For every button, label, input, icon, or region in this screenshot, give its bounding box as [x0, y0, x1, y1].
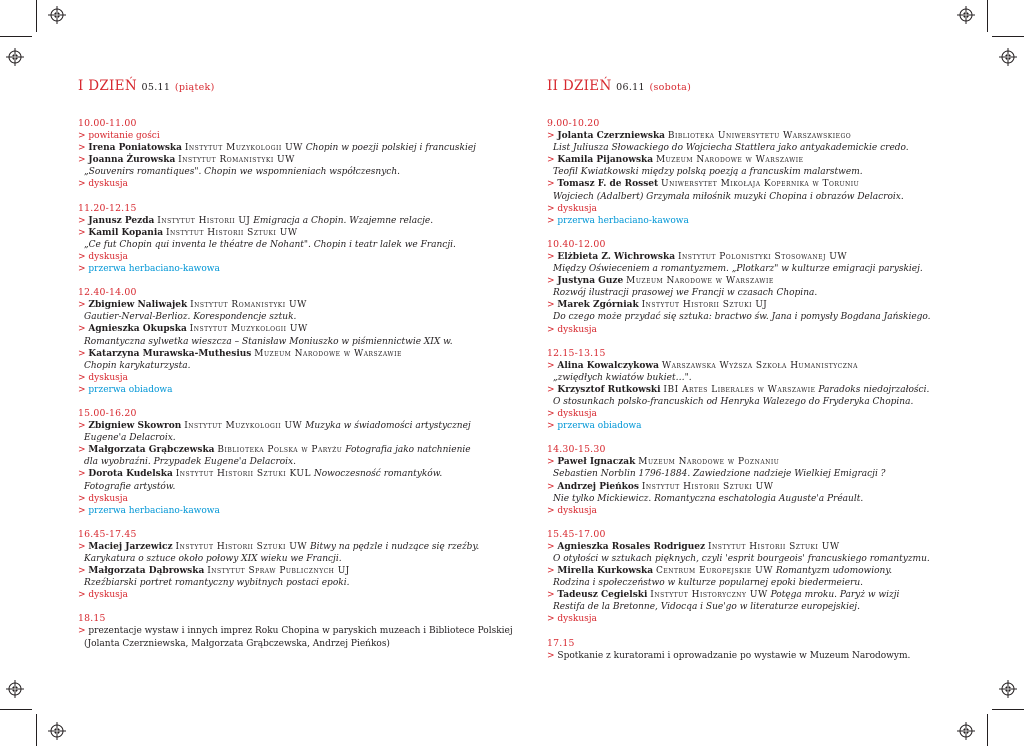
- chevron-icon: >: [547, 409, 558, 420]
- institution: Instytut Historii Sztuki UW: [175, 541, 308, 552]
- discussion-label: dyskusja: [557, 409, 597, 420]
- chevron-icon: >: [78, 421, 89, 432]
- talk-title-continued: Między Oświeceniem a romantyzmem. „Plotkarz" w kulturze emigracji paryskiej.: [553, 264, 923, 275]
- break-label: przerwa herbaciano-kawowa: [557, 215, 689, 226]
- talk-title-continued: Karykatura o sztuce około połowy XIX wieku we Francji.: [84, 554, 342, 564]
- speaker-name: Małgorzata Dąbrowska: [88, 566, 205, 577]
- talk-title: Muzyka w świadomości artystycznej: [305, 421, 471, 432]
- talk-title-continued: Romantyczna sylwetka wieszcza – Stanisław Moniuszko w piśmiennictwie XIX w.: [84, 336, 453, 347]
- chevron-icon: >: [78, 227, 89, 238]
- talk-line: [547, 456, 967, 468]
- chevron-icon: >: [78, 251, 89, 262]
- registration-mark-icon: [957, 6, 975, 24]
- chevron-icon: >: [78, 541, 89, 552]
- talk-line: [547, 541, 967, 553]
- institution: IBI Artes Liberales w Warszawie: [663, 384, 816, 395]
- speaker-name: Dorota Kudelska: [88, 469, 173, 480]
- institution: Instytut Spraw Publicznych UJ: [207, 566, 350, 577]
- institution: Instytut Historii UJ: [157, 215, 251, 226]
- talk-line: [78, 323, 478, 335]
- talk-title-continued: „Ce fut Chopin qui inventa le théatre de Nohant". Chopin i teatr lalek we Francji.: [84, 239, 456, 250]
- institution: Warszawska Wyższa Szkoła Humanistyczna: [661, 360, 859, 371]
- chevron-icon: >: [78, 493, 89, 504]
- chevron-icon: >: [78, 445, 89, 456]
- chevron-icon: >: [547, 131, 558, 142]
- session-time: 15.00-16.20: [78, 407, 137, 419]
- day-two-weekday: (sobota): [649, 82, 692, 93]
- speaker-name: Zbigniew Naliwajek: [88, 300, 188, 311]
- session-time: 14.30-15.30: [547, 444, 606, 456]
- talk-line: [547, 275, 967, 287]
- institution: Instytut Historii Sztuki UW: [641, 481, 774, 492]
- chevron-icon: >: [78, 155, 89, 166]
- institution: Instytut Muzykologii UW: [184, 143, 303, 154]
- talk-title: Nowoczesność romantyków.: [313, 469, 443, 480]
- institution: Instytut Romanistyki UW: [178, 155, 295, 166]
- chevron-icon: >: [78, 384, 89, 395]
- institution: Instytut Polonistyki Stosowanej UW: [677, 251, 848, 262]
- session-time: 15.45-17.00: [547, 528, 606, 540]
- speaker-name: Krzysztof Rutkowski: [557, 384, 661, 395]
- discussion-label: dyskusja: [88, 251, 128, 262]
- speaker-name: Kamila Pijanowska: [557, 155, 654, 166]
- event-line: [78, 178, 478, 190]
- speaker-name: Agnieszka Rosales Rodriguez: [557, 541, 706, 552]
- institution: Muzeum Narodowe w Poznaniu: [638, 457, 780, 468]
- event-line: [547, 505, 967, 517]
- speaker-name: Małgorzata Grąbczewska: [88, 445, 215, 456]
- chevron-icon: >: [78, 626, 89, 637]
- speaker-name: Joanna Żurowska: [88, 155, 176, 166]
- discussion-label: dyskusja: [557, 324, 597, 335]
- session-time: 16.45-17.45: [78, 528, 137, 540]
- institution: Biblioteka Uniwersytetu Warszawskiego: [667, 131, 852, 142]
- event-line: [78, 589, 478, 601]
- event-line: [78, 384, 478, 396]
- day-two-date: 06.11: [616, 82, 645, 93]
- speaker-name: Zbigniew Skowron: [88, 421, 182, 432]
- registration-mark-icon: [48, 6, 66, 24]
- speaker-name: Tadeusz Cegielski: [557, 590, 648, 601]
- institution: Instytut Historyczny UW: [650, 590, 768, 601]
- day-one-weekday: (piątek): [174, 82, 215, 93]
- talk-title-continued: Restifa de la Bretonne, Vidocqa i Sue'go w literaturze europejskiej.: [553, 602, 860, 613]
- event-line: [78, 372, 478, 384]
- session-block: [547, 638, 967, 662]
- day-one-date: 05.11: [141, 82, 171, 93]
- registration-mark-icon: [999, 680, 1017, 698]
- talk-title-continued: Chopin karykaturzysta.: [84, 360, 191, 371]
- speaker-name: Katarzyna Murawska-Muthesius: [88, 348, 252, 359]
- session-block: [547, 239, 967, 336]
- session-block: [547, 118, 967, 227]
- session-time: 17.15: [547, 637, 575, 649]
- talk-title-continued: „Souvenirs romantiques". Chopin we wspomnieniach współczesnych.: [84, 167, 400, 178]
- talk-title-continued: O otyłości w sztukach pięknych, czyli 'esprit bourgeois' francuskiego romantyzmu.: [553, 554, 930, 564]
- speaker-name: Mirella Kurkowska: [557, 566, 654, 577]
- speaker-name: Janusz Pezda: [88, 215, 155, 226]
- talk-title-continued: Rzeźbiarski portret romantyczny wybitnych postaci epoki.: [84, 578, 350, 589]
- talk-line: [547, 360, 967, 372]
- chevron-icon: >: [78, 324, 89, 335]
- talk-title: Fotografia jako natchnienie: [345, 445, 471, 456]
- chevron-icon: >: [547, 384, 558, 395]
- talk-title: Chopin w poezji polskiej i francuskiej: [305, 143, 476, 154]
- event-line: [78, 130, 478, 142]
- chevron-icon: >: [78, 215, 89, 226]
- session-block: [78, 287, 478, 396]
- chevron-icon: >: [78, 300, 89, 311]
- chevron-icon: >: [547, 566, 558, 577]
- talk-title-continued: Gautier-Nerval-Berlioz. Korespondencje sztuk.: [84, 312, 297, 323]
- talk-title: Potęga mroku. Paryż w wizji: [770, 590, 900, 601]
- chevron-icon: >: [78, 505, 89, 516]
- session-time: 10.40-12.00: [547, 238, 606, 250]
- speaker-name: Elżbieta Z. Wichrowska: [557, 251, 676, 262]
- event-line: [547, 324, 967, 336]
- break-label: przerwa herbaciano-kawowa: [88, 264, 220, 275]
- speaker-name: Andrzej Pieńkos: [557, 481, 639, 492]
- talk-title-continued: Teofil Kwiatkowski między polską poezją a francuskim malarstwem.: [553, 167, 863, 178]
- day-two-sessions: [547, 118, 967, 674]
- chevron-icon: >: [547, 324, 558, 335]
- talk-line: [547, 154, 967, 166]
- chevron-icon: >: [78, 264, 89, 275]
- discussion-label: powitanie gości: [88, 131, 160, 142]
- chevron-icon: >: [547, 360, 558, 371]
- registration-mark-icon: [999, 48, 1017, 66]
- discussion-label: dyskusja: [557, 614, 597, 625]
- event-line: [547, 650, 967, 662]
- discussion-label: dyskusja: [88, 590, 128, 601]
- talk-title-continued: Rodzina i społeczeństwo w kulturze popularnej epoki biedermeieru.: [553, 578, 863, 589]
- event-continued: (Jolanta Czerzniewska, Małgorzata Grąbczewska, Andrzej Pieńkos): [84, 638, 390, 649]
- talk-title-continued: List Juliusza Słowackiego do Wojciecha Stattlera jako antyakademickie credo.: [553, 143, 909, 154]
- institution: Instytut Historii Sztuki KUL: [175, 469, 311, 480]
- institution: Instytut Muzykologii UW: [184, 421, 303, 432]
- talk-title-continued: Nie tylko Mickiewicz. Romantyczna eschatologia Auguste'a Préault.: [553, 493, 864, 504]
- session-time: 9.00-10.20: [547, 118, 600, 129]
- talk-line: [547, 384, 967, 396]
- chevron-icon: >: [547, 215, 558, 226]
- registration-mark-icon: [6, 48, 24, 66]
- registration-mark-icon: [48, 722, 66, 740]
- institution: Muzeum Narodowe w Warszawie: [254, 348, 402, 359]
- session-block: [78, 203, 478, 276]
- day-one-heading: [78, 78, 215, 94]
- speaker-name: Paweł Ignaczak: [557, 457, 636, 468]
- event-line: [78, 505, 478, 517]
- institution: Biblioteka Polska w Paryżu: [217, 445, 343, 456]
- session-block: [78, 408, 478, 517]
- speaker-name: Irena Poniatowska: [88, 143, 182, 154]
- talk-line: [547, 130, 967, 142]
- institution: Instytut Historii Sztuki UW: [707, 541, 840, 552]
- chevron-icon: >: [547, 276, 558, 287]
- session-time: 12.40-14.00: [78, 287, 137, 299]
- chevron-icon: >: [547, 300, 558, 311]
- day-two-heading: [547, 78, 691, 94]
- event-line: [78, 263, 478, 275]
- talk-title-continued: Fotografie artystów.: [84, 481, 176, 492]
- institution: Muzeum Narodowe w Warszawie: [655, 155, 804, 166]
- registration-mark-icon: [6, 680, 24, 698]
- chevron-icon: >: [78, 372, 89, 383]
- talk-line: [78, 541, 478, 553]
- institution: Muzeum Narodowe w Warszawie: [626, 276, 774, 287]
- break-label: przerwa herbaciano-kawowa: [88, 505, 220, 516]
- chevron-icon: >: [547, 457, 558, 468]
- talk-line: [547, 589, 967, 601]
- talk-line: [78, 142, 478, 154]
- talk-line: [547, 178, 967, 190]
- talk-title-continued: Do czego może przydać się sztuka: bractwo św. Jana i pomysły Bogdana Jańskiego.: [553, 312, 931, 323]
- event-label: prezentacje wystaw i innych imprez Roku Chopina w paryskich muzeach i Bibliotece Polskiej: [88, 626, 513, 637]
- talk-title-continued: „zwiędłych kwiatów bukiet…".: [553, 372, 692, 383]
- talk-line: [78, 154, 478, 166]
- talk-title-continued: Eugene'a Delacroix.: [84, 433, 176, 444]
- session-time: 10.00-11.00: [78, 118, 137, 129]
- talk-title: Paradoks niedojrzałości.: [818, 384, 930, 395]
- event-line: [78, 625, 513, 637]
- event-line: [547, 203, 967, 215]
- session-block: [78, 118, 478, 191]
- session-block: [78, 613, 513, 649]
- discussion-label: dyskusja: [88, 179, 128, 190]
- day-one-sessions: [78, 118, 513, 662]
- chevron-icon: >: [547, 590, 558, 601]
- chevron-icon: >: [547, 481, 558, 492]
- talk-title-continued: Sebastien Norblin 1796-1884. Zawiedzione nadzieje Wielkiej Emigracji ?: [553, 469, 886, 480]
- speaker-name: Jolanta Czerzniewska: [557, 131, 666, 142]
- talk-title-continued: O stosunkach polsko-francuskich od Henryka Walezego do Fryderyka Chopina.: [553, 396, 914, 407]
- chevron-icon: >: [547, 421, 558, 432]
- discussion-label: dyskusja: [88, 372, 128, 383]
- talk-line: [547, 299, 967, 311]
- speaker-name: Alina Kowalczykowa: [557, 360, 659, 371]
- chevron-icon: >: [78, 469, 89, 480]
- talk-line: [78, 565, 478, 577]
- chevron-icon: >: [547, 155, 558, 166]
- institution: Centrum Europejskie UW: [655, 566, 773, 577]
- institution: Instytut Romanistyki UW: [190, 300, 307, 311]
- institution: Uniwersytet Mikołaja Kopernika w Toruniu: [661, 179, 860, 190]
- speaker-name: Kamil Kopania: [88, 227, 164, 238]
- chevron-icon: >: [78, 590, 89, 601]
- institution: Instytut Muzykologii UW: [189, 324, 308, 335]
- event-line: [547, 420, 967, 432]
- event-line: [78, 251, 478, 263]
- institution: Instytut Historii Sztuki UW: [165, 227, 298, 238]
- institution: Instytut Historii Sztuki UJ: [641, 300, 768, 311]
- session-time: 18.15: [78, 613, 106, 625]
- speaker-name: Tomasz F. de Rosset: [557, 179, 659, 190]
- talk-line: [547, 565, 967, 577]
- talk-line: [78, 227, 478, 239]
- day-two-title: II DZIEŃ: [547, 78, 612, 94]
- event-line: [547, 215, 967, 227]
- talk-line: [78, 299, 478, 311]
- break-label: przerwa obiadowa: [88, 384, 173, 395]
- speaker-name: Justyna Guze: [557, 276, 624, 287]
- talk-line: [547, 481, 967, 493]
- talk-title-continued: Wojciech (Adalbert) Grzymała miłośnik muzyki Chopina i obrazów Delacroix.: [553, 191, 904, 202]
- speaker-name: Maciej Jarzewicz: [88, 541, 173, 552]
- speaker-name: Agnieszka Okupska: [88, 324, 187, 335]
- session-time: 11.20-12.15: [78, 202, 137, 214]
- chevron-icon: >: [547, 179, 558, 190]
- discussion-label: dyskusja: [557, 203, 597, 214]
- chevron-icon: >: [547, 650, 558, 661]
- talk-line: [78, 348, 478, 360]
- chevron-icon: >: [547, 614, 558, 625]
- session-block: [78, 529, 478, 602]
- talk-title: Emigracja a Chopin. Wzajemne relacje.: [253, 215, 434, 226]
- chevron-icon: >: [547, 541, 558, 552]
- session-block: [547, 529, 967, 626]
- registration-mark-icon: [957, 722, 975, 740]
- talk-title-continued: Rozwój ilustracji prasowej we Francji w czasach Chopina.: [553, 288, 818, 299]
- discussion-label: dyskusja: [88, 493, 128, 504]
- day-one-title: I DZIEŃ: [78, 78, 137, 94]
- chevron-icon: >: [78, 566, 89, 577]
- talk-line: [78, 420, 478, 432]
- chevron-icon: >: [78, 179, 89, 190]
- chevron-icon: >: [78, 143, 89, 154]
- event-line: [78, 493, 478, 505]
- event-line: [547, 408, 967, 420]
- session-block: [547, 444, 967, 517]
- event-line: [547, 613, 967, 625]
- break-label: przerwa obiadowa: [557, 421, 642, 432]
- talk-title: Bitwy na pędzle i nudzące się rzeźby.: [310, 541, 480, 552]
- talk-line: [547, 251, 967, 263]
- talk-line: [78, 468, 478, 480]
- talk-title: Romantyzm udomowiony.: [775, 566, 893, 577]
- discussion-label: dyskusja: [557, 505, 597, 516]
- chevron-icon: >: [547, 203, 558, 214]
- talk-title-continued: dla wyobraźni. Przypadek Eugene'a Delacroix.: [84, 457, 296, 468]
- chevron-icon: >: [547, 251, 558, 262]
- chevron-icon: >: [78, 131, 89, 142]
- event-label: Spotkanie z kuratorami i oprowadzanie po wystawie w Muzeum Narodowym.: [557, 650, 911, 661]
- speaker-name: Marek Zgórniak: [557, 300, 639, 311]
- talk-line: [78, 444, 478, 456]
- talk-line: [78, 215, 478, 227]
- chevron-icon: >: [547, 505, 558, 516]
- session-block: [547, 348, 967, 433]
- chevron-icon: >: [78, 348, 89, 359]
- session-time: 12.15-13.15: [547, 347, 606, 359]
